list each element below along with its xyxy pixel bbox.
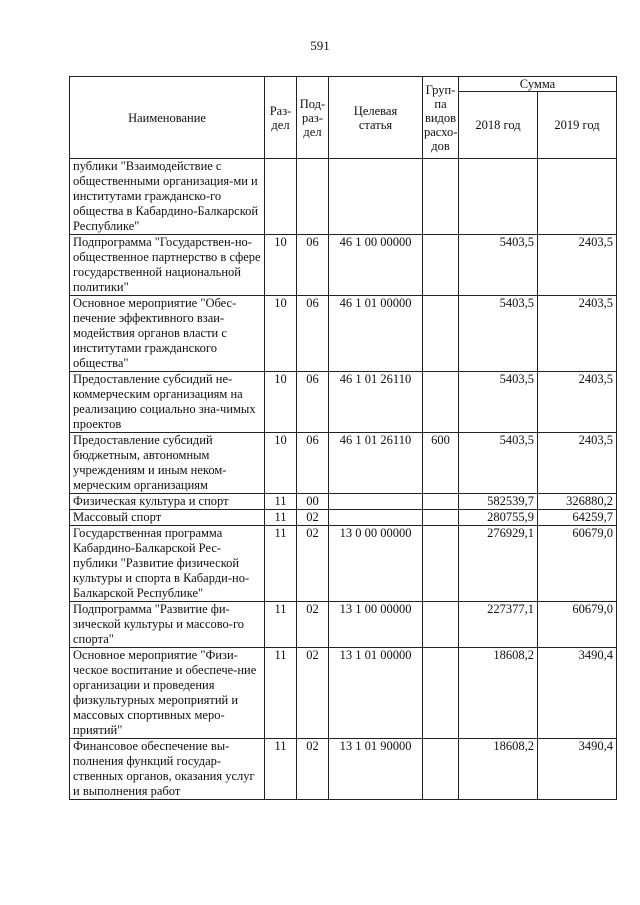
cell-expense-type <box>423 648 459 739</box>
table-row <box>70 235 617 296</box>
cell-name: публики "Взаимодействие с общественными организация-ми и институтами гражданско-го общества в Кабардино-Балкарской Республике" <box>70 159 265 235</box>
cell-razdel <box>265 159 297 235</box>
table-row <box>70 372 617 433</box>
cell-sum-2018: 5403,5 <box>459 372 538 433</box>
cell-sum-2019: 64259,7 <box>538 510 617 526</box>
cell-expense-type <box>423 510 459 526</box>
cell-sum-2019: 2403,5 <box>538 235 617 296</box>
cell-expense-type <box>423 372 459 433</box>
cell-podrazdel: 06 <box>297 296 329 372</box>
cell-sum-2019: 3490,4 <box>538 648 617 739</box>
cell-target-article: 46 1 00 00000 <box>329 235 423 296</box>
header-year-2018: 2018 год <box>459 92 538 159</box>
cell-sum-2019: 60679,0 <box>538 602 617 648</box>
cell-name: Основное мероприятие "Обес-печение эффективного взаи-модействия органов власти с институтами гражданского общества" <box>70 296 265 372</box>
cell-expense-type: 600 <box>423 433 459 494</box>
cell-name: Финансовое обеспечение вы-полнения функций государ-ственных органов, оказания услуг и выполнения работ <box>70 739 265 800</box>
cell-sum-2019: 60679,0 <box>538 526 617 602</box>
table-row <box>70 739 617 800</box>
cell-sum-2018: 5403,5 <box>459 433 538 494</box>
cell-target-article: 46 1 01 26110 <box>329 372 423 433</box>
table-row <box>70 510 617 526</box>
cell-sum-2018: 227377,1 <box>459 602 538 648</box>
header-razdel: Раз- дел <box>265 77 297 159</box>
cell-razdel: 10 <box>265 235 297 296</box>
cell-target-article: 13 1 01 90000 <box>329 739 423 800</box>
cell-name: Подпрограмма "Развитие фи-зической культуры и массово-го спорта" <box>70 602 265 648</box>
cell-name: Массовый спорт <box>70 510 265 526</box>
cell-razdel: 10 <box>265 296 297 372</box>
page-number: 591 <box>310 38 330 53</box>
header-podrazdel: Под- раз- дел <box>297 77 329 159</box>
cell-razdel: 11 <box>265 494 297 510</box>
cell-target-article: 46 1 01 00000 <box>329 296 423 372</box>
cell-expense-type <box>423 602 459 648</box>
cell-sum-2018: 582539,7 <box>459 494 538 510</box>
cell-sum-2018: 276929,1 <box>459 526 538 602</box>
cell-target-article <box>329 494 423 510</box>
cell-razdel: 11 <box>265 648 297 739</box>
cell-name: Подпрограмма "Государствен-но-общественное партнерство в сфере государственной национальной политики" <box>70 235 265 296</box>
cell-sum-2019: 2403,5 <box>538 296 617 372</box>
header-expense-type: Груп- па видов расхо- дов <box>423 77 459 159</box>
table-body <box>70 159 617 800</box>
cell-razdel: 11 <box>265 526 297 602</box>
cell-name: Физическая культура и спорт <box>70 494 265 510</box>
header-year-2019: 2019 год <box>538 92 617 159</box>
table-row <box>70 296 617 372</box>
cell-sum-2019: 2403,5 <box>538 372 617 433</box>
table-row <box>70 433 617 494</box>
cell-razdel: 11 <box>265 739 297 800</box>
cell-razdel: 10 <box>265 372 297 433</box>
cell-sum-2019: 2403,5 <box>538 433 617 494</box>
cell-name: Государственная программа Кабардино-Балкарской Рес-публики "Развитие физической культуры и спорта в Кабарди-но-Балкарской Республике" <box>70 526 265 602</box>
cell-podrazdel: 02 <box>297 526 329 602</box>
table-row <box>70 526 617 602</box>
budget-table <box>69 76 617 800</box>
cell-target-article: 13 1 01 00000 <box>329 648 423 739</box>
cell-name: Предоставление субсидий не-коммерческим организациям на реализацию социально зна-чимых проектов <box>70 372 265 433</box>
cell-sum-2019: 326880,2 <box>538 494 617 510</box>
cell-sum-2019 <box>538 159 617 235</box>
cell-expense-type <box>423 494 459 510</box>
table-row <box>70 159 617 235</box>
cell-podrazdel: 06 <box>297 433 329 494</box>
cell-podrazdel: 00 <box>297 494 329 510</box>
cell-podrazdel: 02 <box>297 648 329 739</box>
cell-podrazdel: 06 <box>297 235 329 296</box>
table-row <box>70 494 617 510</box>
cell-expense-type <box>423 296 459 372</box>
cell-sum-2019: 3490,4 <box>538 739 617 800</box>
cell-expense-type <box>423 159 459 235</box>
cell-sum-2018: 280755,9 <box>459 510 538 526</box>
cell-podrazdel <box>297 159 329 235</box>
table-row <box>70 602 617 648</box>
cell-sum-2018: 5403,5 <box>459 296 538 372</box>
table-row <box>70 648 617 739</box>
cell-podrazdel: 02 <box>297 510 329 526</box>
cell-razdel: 11 <box>265 510 297 526</box>
cell-target-article: 13 1 00 00000 <box>329 602 423 648</box>
cell-target-article <box>329 159 423 235</box>
cell-podrazdel: 02 <box>297 739 329 800</box>
header-sum: Сумма <box>459 77 617 92</box>
cell-expense-type <box>423 739 459 800</box>
cell-target-article: 13 0 00 00000 <box>329 526 423 602</box>
cell-sum-2018: 5403,5 <box>459 235 538 296</box>
cell-name: Предоставление субсидий бюджетным, автономным учреждениям и иным неком-мерческим организациям <box>70 433 265 494</box>
cell-expense-type <box>423 526 459 602</box>
header-target-article: Целевая статья <box>329 77 423 159</box>
cell-podrazdel: 02 <box>297 602 329 648</box>
cell-podrazdel: 06 <box>297 372 329 433</box>
cell-target-article <box>329 510 423 526</box>
cell-sum-2018: 18608,2 <box>459 648 538 739</box>
cell-target-article: 46 1 01 26110 <box>329 433 423 494</box>
header-name: Наименование <box>70 77 265 159</box>
cell-expense-type <box>423 235 459 296</box>
cell-sum-2018: 18608,2 <box>459 739 538 800</box>
cell-sum-2018 <box>459 159 538 235</box>
cell-razdel: 10 <box>265 433 297 494</box>
cell-name: Основное мероприятие "Физи-ческое воспитание и обеспече-ние организации и проведения физкультурных мероприятий и массовых спортивных меро-приятий" <box>70 648 265 739</box>
cell-razdel: 11 <box>265 602 297 648</box>
